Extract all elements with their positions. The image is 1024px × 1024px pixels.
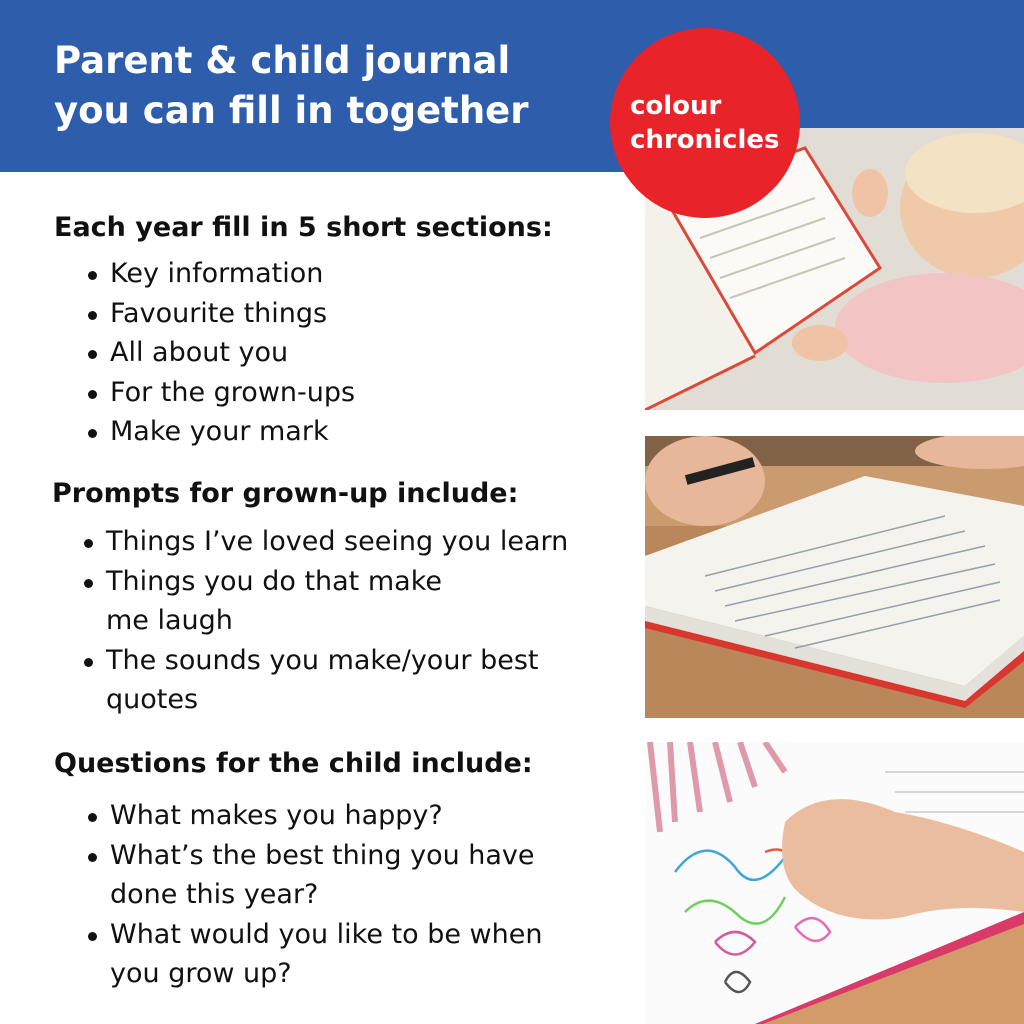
list-item: Favourite things (84, 294, 604, 334)
brand-line-1: colour (630, 91, 722, 121)
list-item: Things I’ve loved seeing you learn (80, 522, 620, 562)
list-item: For the grown-ups (84, 373, 604, 413)
list-item: What’s the best thing you have done this year? (84, 836, 624, 915)
list-item: Make your mark (84, 412, 604, 452)
list-item: All about you (84, 333, 604, 373)
brand-badge (610, 28, 800, 218)
section-heading-prompts: Prompts for grown-up include: (52, 478, 519, 509)
list-item: What makes you happy? (84, 796, 624, 836)
section-heading-sections: Each year fill in 5 short sections: (54, 212, 553, 243)
sections-list (84, 254, 604, 452)
list-item: What would you like to be when you grow up? (84, 915, 624, 994)
page-title (54, 36, 614, 136)
list-item: Things you do that make me laugh (80, 562, 620, 641)
title-line-2: you can fill in together (54, 89, 529, 132)
brand-line-2: chronicles (630, 125, 780, 155)
list-item: The sounds you make/your best quotes (80, 641, 620, 720)
title-line-1: Parent & child journal (54, 39, 511, 82)
questions-list (84, 796, 624, 994)
list-item: Key information (84, 254, 604, 294)
prompts-list (80, 522, 620, 720)
child-drawing-in-journal-photo (645, 742, 1024, 1024)
hand-writing-in-journal-photo (645, 436, 1024, 718)
section-heading-questions: Questions for the child include: (54, 748, 533, 779)
